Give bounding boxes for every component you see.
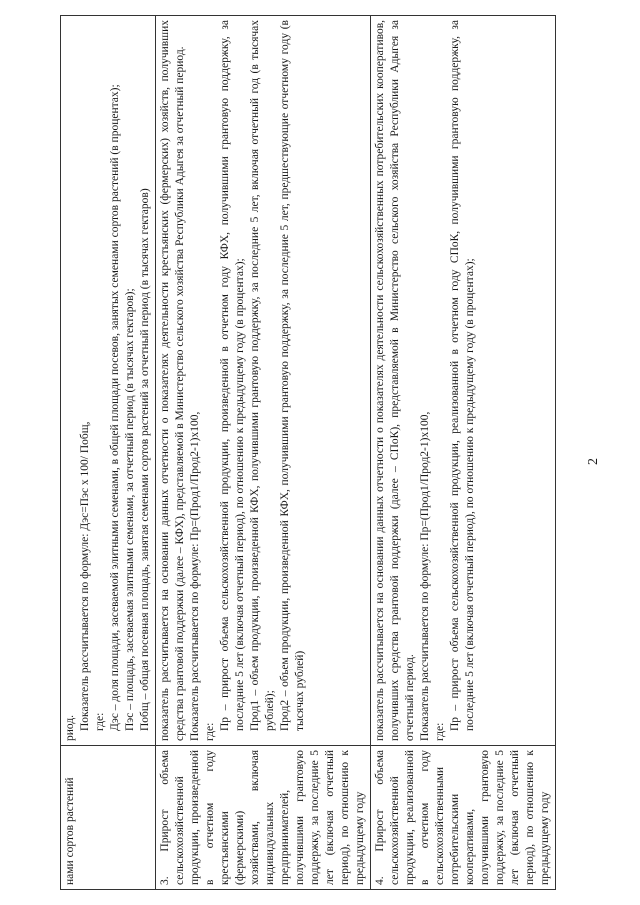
- method-line: где:: [204, 722, 216, 741]
- method-line: Дэс – доля площади, засеваемой элитными семенами, в общей площади посевов, занятых семенами сортов растений (в процентах);: [109, 84, 121, 731]
- method-line: Показатель рассчитывается по формуле: Пр=(Прод1/Прод2-1)x100,: [419, 411, 431, 741]
- method-line: показатель рассчитывается на основании данных отчетности о показателях деятельности крестьянских (фермерских) хозяйств, получивших средства грантовой поддержки (далее – КФХ), представляемой в Министерство сельского хозяйства Республики Адыгея за отчетный период.: [159, 20, 186, 741]
- indicator-table: [60, 15, 556, 890]
- indicator-method-cell: [61, 16, 156, 746]
- indicator-method-cell: [371, 16, 556, 746]
- indicator-name-cell: [156, 746, 371, 890]
- method-line: Пэс – площадь, засеваемая элитными семенами, за отчетный период (в тысячах гектаров);: [124, 288, 136, 731]
- method-line: риод.: [64, 714, 76, 741]
- method-line: Пр – прирост объема сельскохозяйственной продукции, произведенной в отчетном году КФХ, получившими грантовую поддержку, за последние 5 лет (включая отчетный период), по отношению к предыдущему году (в процентах);: [219, 20, 246, 731]
- table-row: [156, 16, 371, 890]
- method-line: где:: [94, 712, 106, 731]
- indicator-method-cell: [156, 16, 371, 746]
- page-number: 2: [586, 458, 601, 465]
- indicator-name-cell: [371, 746, 556, 890]
- method-line: Побщ – общая посевная площадь, занятая семенами сортов растений за отчетный период (в тысячах гектаров): [139, 188, 151, 731]
- indicator-name: 4. Прирост объема сельскохозяйственной продукции, реализованной в отчетном году сельскохозяйственными потребительскими кооперативами, получившими грантовую поддержку, за последние 5 лет (включая отчетный период), по отношению к предыдущему году: [374, 750, 551, 885]
- method-line: показатель рассчитывается на основании данных отчетности о показателях деятельности сельскохозяйственных потребительских кооперативов, получивших средства грантовой поддержки (далее – СПоК), представляемой в Министерство сельского хозяйства Республики Адыгея за отчетный период.: [374, 20, 416, 741]
- method-line: Показатель рассчитывается по формуле: Дэс=Пэс x 100/ Побщ,: [79, 421, 91, 731]
- table-row: [371, 16, 556, 890]
- method-line: Пр – прирост объема сельскохозяйственной продукции, реализованной в отчетном году СПоК, получившими грантовую поддержку, за последние 5 лет (включая отчетный период), по отношению к предыдущему году (в процентах);: [449, 20, 476, 731]
- table-row: [61, 16, 156, 890]
- method-line: Прод1 – объем продукции, произведенной КФХ, получившими грантовую поддержку, за последние 5 лет, включая отчетный год (в тысячах рублей);: [249, 20, 276, 731]
- method-line: Прод2 – объем продукции, произведенной КФХ, получившими грантовую поддержку, за последние 5 лет, предшествующие отчетному году (в тысячах рублей): [279, 20, 306, 731]
- method-line: Показатель рассчитывается по формуле: Пр=(Прод1/Прод2-1)x100,: [189, 411, 201, 741]
- method-line: где:: [434, 722, 446, 741]
- indicator-name-cell: [61, 746, 156, 890]
- indicator-name: 3. Прирост объема сельскохозяйственной продукции, произведенной в отчетном году крестьянскими (фермерскими) хозяйствами, включая индивидуальных предпринимателей, получившими грантовую поддержку, за последние 5 лет (включая отчетный период), по отношению к предыдущему году: [159, 750, 366, 885]
- indicator-name: нами сортов растений: [64, 777, 76, 885]
